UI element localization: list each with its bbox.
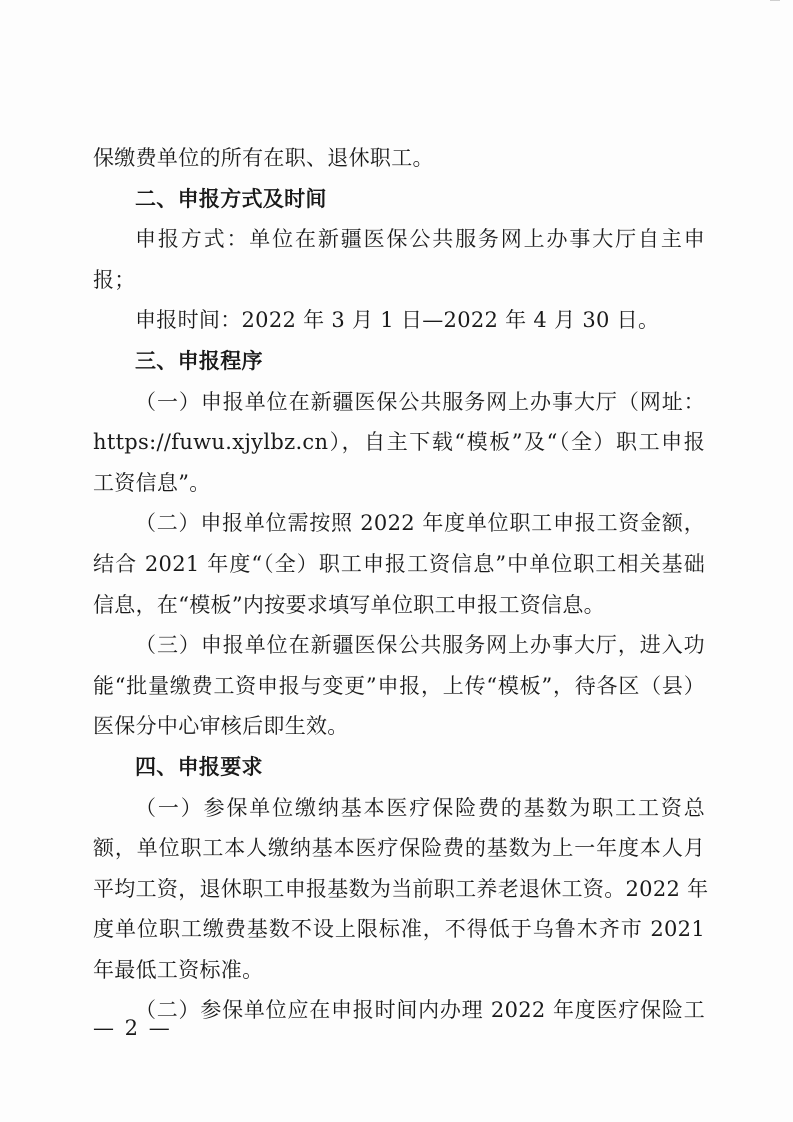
body-line: 信息，在“模板”内按要求填写单位职工申报工资信息。 — [93, 592, 605, 617]
body-line: （一）参保单位缴纳基本医疗保险费的基数为职工工资总 — [135, 795, 705, 820]
page-number: — 2 — — [93, 1016, 172, 1040]
body-line: 能“批量缴费工资申报与变更”申报，上传“模板”，待各区（县） — [93, 673, 705, 698]
body-line: 结合 2021 年度“（全）职工申报工资信息”中单位职工相关基础 — [93, 551, 705, 576]
body-line: 医保分中心审核后即生效。 — [93, 714, 349, 739]
section-heading-4: 四、申报要求 — [135, 754, 263, 779]
scan-edge-mark — [770, 0, 780, 5]
body-line: 平均工资，退休职工申报基数为当前职工养老退休工资。2022 年 — [93, 876, 709, 901]
body-line: （一）申报单位在新疆医保公共服务网上办事大厅（网址： — [135, 389, 705, 414]
body-line: （三）申报单位在新疆医保公共服务网上办事大厅，进入功 — [135, 633, 705, 658]
body-line: https://fuwu.xjylbz.cn），自主下载“模板”及“（全）职工申报 — [93, 430, 705, 455]
body-line: 申报方式：单位在新疆医保公共服务网上办事大厅自主申 — [135, 227, 705, 252]
body-line: 报； — [93, 267, 136, 292]
body-line: （二）参保单位应在申报时间内办理 2022 年度医疗保险工 — [135, 998, 705, 1023]
body-line: （二）申报单位需按照 2022 年度单位职工申报工资金额， — [135, 511, 705, 536]
body-line: 额，单位职工本人缴纳基本医疗保险费的基数为上一年度本人月 — [93, 836, 705, 861]
body-line: 度单位职工缴费基数不设上限标准，不得低于乌鲁木齐市 2021 — [93, 917, 705, 942]
body-line: 保缴费单位的所有在职、退休职工。 — [93, 146, 434, 170]
body-line: 工资信息”。 — [93, 470, 211, 495]
body-line: 申报时间：2022 年 3 月 1 日—2022 年 4 月 30 日。 — [135, 308, 660, 333]
section-heading-3: 三、申报程序 — [135, 348, 263, 373]
body-line: 年最低工资标准。 — [93, 957, 264, 982]
section-heading-2: 二、申报方式及时间 — [135, 186, 327, 211]
document-body — [93, 138, 709, 1031]
